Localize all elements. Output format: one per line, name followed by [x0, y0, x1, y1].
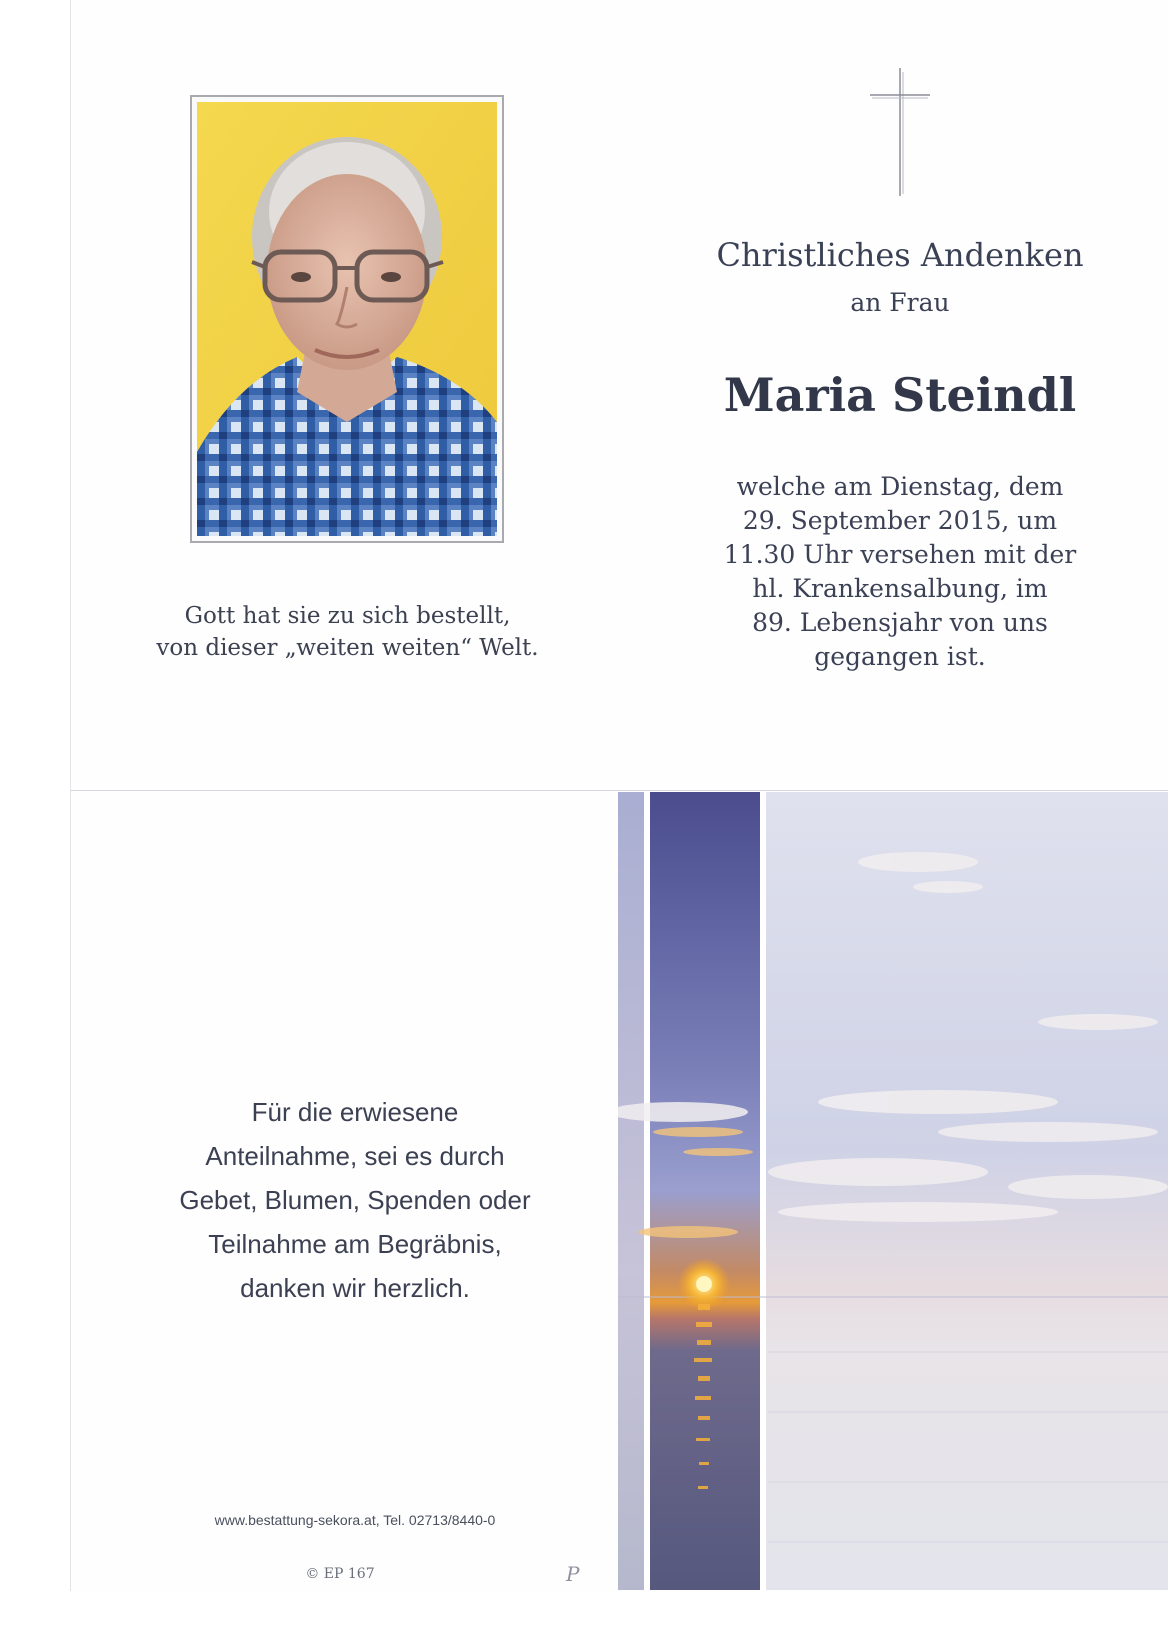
- notice-line: 29. September 2015, um: [742, 506, 1058, 535]
- sunset-sea-image: [618, 792, 1168, 1590]
- notice-line: 11.30 Uhr versehen mit der: [723, 540, 1077, 569]
- thanks-line: Für die erwiesene: [251, 1097, 459, 1127]
- thanks-line: Anteilnahme, sei es durch: [205, 1141, 505, 1171]
- funeral-home-contact: www.bestattung-sekora.at, Tel. 02713/8440-0: [214, 1512, 496, 1528]
- notice-line: 89. Lebensjahr von uns: [752, 608, 1048, 637]
- death-notice-text: [710, 470, 1090, 674]
- quote-line-2: von dieser „weiten weiten“ Welt.: [156, 635, 539, 661]
- memorial-subtitle: an Frau: [850, 288, 950, 317]
- thanks-line: Gebet, Blumen, Spenden oder: [179, 1185, 531, 1215]
- memorial-quote: [140, 600, 555, 664]
- thanks-line: Teilnahme am Begräbnis,: [208, 1229, 502, 1259]
- notice-line: gegangen ist.: [814, 642, 986, 671]
- thanks-line: danken wir herzlich.: [240, 1273, 470, 1303]
- quote-line-1: Gott hat sie zu sich bestellt,: [184, 603, 511, 629]
- notice-line: welche am Dienstag, dem: [736, 472, 1064, 501]
- notice-line: hl. Krankensalbung, im: [752, 574, 1048, 603]
- product-code: © EP 167: [305, 1566, 375, 1582]
- cross-icon: [868, 68, 932, 198]
- thanks-message: [140, 1090, 570, 1310]
- deceased-name: Maria Steindl: [723, 368, 1077, 422]
- memorial-title: Christliches Andenken: [716, 236, 1084, 274]
- portrait-photo-frame: [190, 95, 504, 543]
- portrait-photo: [197, 102, 497, 536]
- signature-mark: P: [566, 1562, 580, 1586]
